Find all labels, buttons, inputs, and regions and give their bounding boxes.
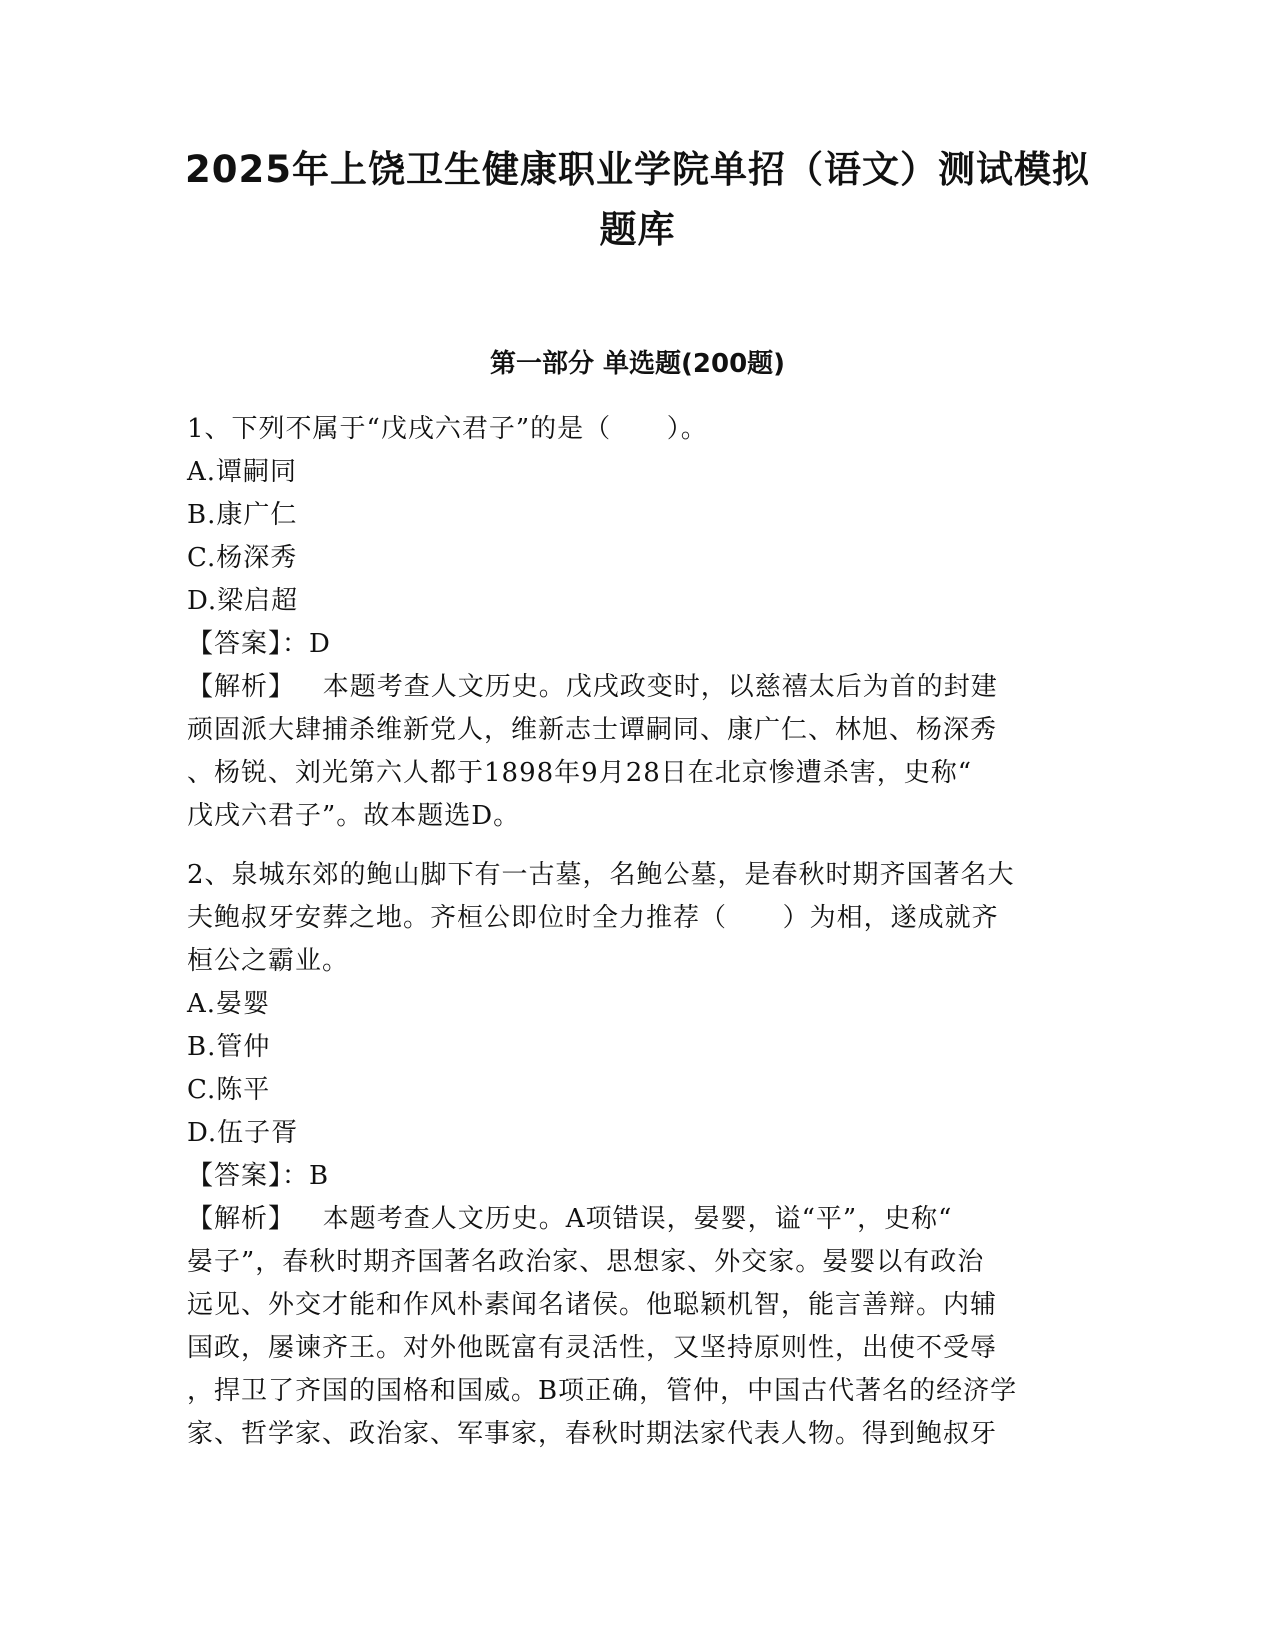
question-1-stem: 1、下列不属于“戊戌六君子”的是（ ）。 (187, 414, 708, 444)
question-1-analysis-line: 戊戌六君子”。故本题选D。 (187, 801, 521, 831)
question-list (187, 408, 1082, 1456)
question-2-option-a: A.晏婴 (187, 989, 271, 1019)
question-2-answer: 【答案】：B (187, 1161, 330, 1191)
question-2-analysis-line: 晏子”，春秋时期齐国著名政治家、思想家、外交家。晏婴以有政治 (187, 1247, 985, 1277)
question-2-analysis-line: 远见、外交才能和作风朴素闻名诸侯。他聪颖机智，能言善辩。内辅 (187, 1290, 998, 1320)
question-2-analysis-line: 家、哲学家、政治家、军事家，春秋时期法家代表人物。得到鲍叔牙 (187, 1419, 998, 1449)
question-2-analysis-line: 【解析】 本题考查人文历史。A项错误，晏婴，谥“平”，史称“ (187, 1204, 953, 1234)
question-2-stem-line: 桓公之霸业。 (187, 946, 350, 976)
question-2-option-b: B.管仲 (187, 1032, 271, 1062)
question-2-option-d: D.伍子胥 (187, 1118, 299, 1148)
question-2 (187, 854, 1082, 1456)
question-1-option-d: D.梁启超 (187, 586, 299, 616)
question-1-option-c: C.杨深秀 (187, 543, 298, 573)
question-2-stem-line: 2、泉城东郊的鲍山脚下有一古墓，名鲍公墓，是春秋时期齐国著名大 (187, 860, 1015, 890)
question-2-option-c: C.陈平 (187, 1075, 271, 1105)
document-title-line-1: 2025年上饶卫生健康职业学院单招（语文）测试模拟 (185, 148, 1090, 191)
question-1-option-a: A.谭嗣同 (187, 457, 298, 487)
question-1-analysis-line: 、杨锐、刘光第六人都于1898年9月28日在北京惨遭杀害，史称“ (187, 758, 973, 788)
question-1-analysis-line: 【解析】 本题考查人文历史。戊戌政变时，以慈禧太后为首的封建 (187, 672, 998, 702)
question-2-analysis-line: 国政，屡谏齐王。对外他既富有灵活性，又坚持原则性，出使不受辱 (187, 1333, 998, 1363)
question-1-answer: 【答案】：D (187, 629, 331, 659)
document-title-line-2: 题库 (599, 208, 676, 251)
document-title (170, 140, 1105, 260)
question-1-option-b: B.康广仁 (187, 500, 298, 530)
question-1 (187, 408, 1082, 838)
question-1-analysis-line: 顽固派大肆捕杀维新党人，维新志士谭嗣同、康广仁、林旭、杨深秀 (187, 715, 998, 745)
question-2-analysis-line: ，捍卫了齐国的国格和国威。B项正确，管仲，中国古代著名的经济学 (187, 1376, 1018, 1406)
question-spacer (187, 838, 1082, 854)
section-heading: 第一部分 单选题(200题) (489, 349, 786, 379)
question-2-stem-line: 夫鲍叔牙安葬之地。齐桓公即位时全力推荐（ ）为相，遂成就齐 (187, 903, 999, 933)
